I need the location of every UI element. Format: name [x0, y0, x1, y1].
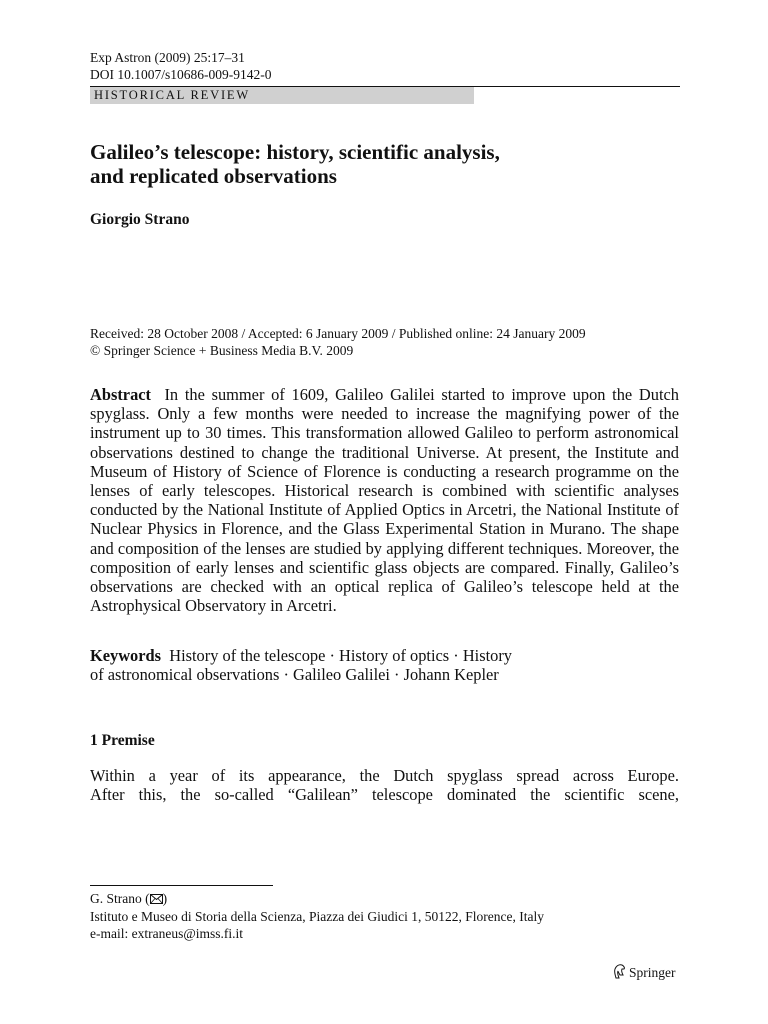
keywords-line-1: History of the telescope · History of optics · History	[169, 646, 513, 665]
section-heading-premise: 1 Premise	[90, 732, 155, 749]
journal-header	[90, 49, 272, 83]
envelope-icon	[150, 891, 163, 908]
publication-dates	[90, 325, 690, 359]
dates-line: Received: 28 October 2008 / Accepted: 6 January 2009 / Published online: 24 January 2009	[90, 326, 586, 341]
footnote-rule	[90, 885, 273, 886]
abstract	[90, 385, 679, 615]
author-name: Giorgio Strano	[90, 211, 190, 228]
paper-title	[90, 140, 650, 188]
premise-line-2: After this, the so-called “Galilean” telescope dominated the scientific scene,	[90, 785, 679, 805]
journal-citation: Exp Astron (2009) 25:17–31	[90, 50, 245, 65]
publisher-name: Springer	[629, 965, 676, 980]
keywords-line-2: of astronomical observations · Galileo Galilei · Johann Kepler	[90, 665, 499, 685]
title-line-2: and replicated observations	[90, 164, 337, 188]
section-label: HISTORICAL REVIEW	[90, 87, 474, 104]
keywords	[90, 646, 690, 684]
publisher-logo	[612, 963, 676, 983]
title-line-1: Galileo’s telescope: history, scientific analysis,	[90, 140, 500, 164]
footnote-affiliation: Istituto e Museo di Storia della Scienza, Piazza dei Giudici 1, 50122, Florence, Italy	[90, 909, 545, 924]
abstract-text: In the summer of 1609, Galileo Galilei started to improve upon the Dutch spyglass. Only a few months were needed to increase the magnifying power of the instrument up to 30 times. This transformation allowed Galileo to perform astronomical observations destined to change the traditional Universe. At present, the Institute and Museum of History of Science of Florence is conducting a research programme on the lenses of early telescopes. Historical research is combined with scientific analyses conducted by the National Institute of Applied Optics in Arcetri, the National Institute of Nuclear Physics in Florence, and the Glass Experimental Station in Murano. The shape and composition of the lenses are studied by applying different techniques. Moreover, the composition of early lenses and scientific glass objects are compared. Finally, Galileo’s observations are checked with an optical replica of Galileo’s telescope held at the Astrophysical Observatory in Arcetri.	[90, 385, 679, 616]
footnote-email[interactable]: e-mail: extraneus@imss.fi.it	[90, 926, 244, 941]
keywords-label: Keywords	[90, 646, 162, 665]
author-footnote	[90, 890, 690, 942]
premise-line-1: Within a year of its appearance, the Dutch spyglass spread across Europe.	[90, 766, 679, 785]
springer-horse-icon	[612, 963, 626, 983]
footnote-author-close: )	[162, 891, 168, 906]
abstract-label: Abstract	[90, 385, 151, 404]
footnote-author: G. Strano (	[90, 891, 150, 906]
premise-paragraph	[90, 766, 679, 804]
copyright-line: © Springer Science + Business Media B.V. 2009	[90, 343, 354, 358]
doi[interactable]: DOI 10.1007/s10686-009-9142-0	[90, 67, 272, 82]
